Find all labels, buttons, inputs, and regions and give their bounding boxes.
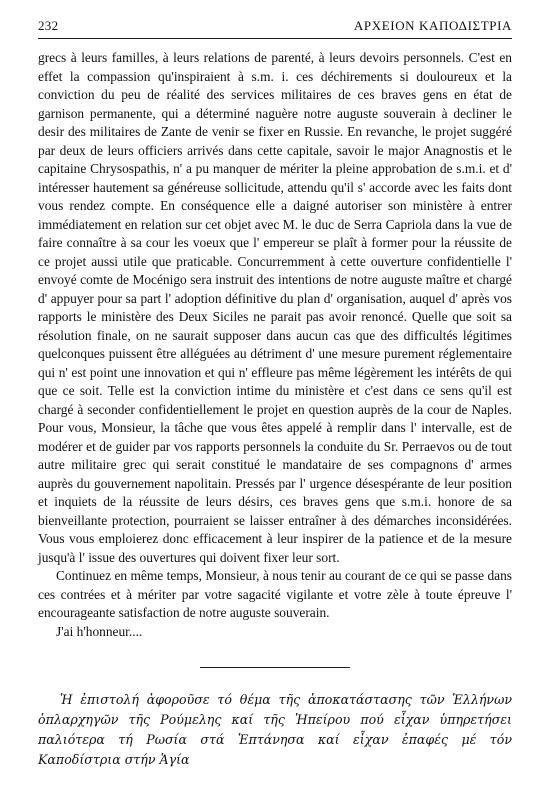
footnote-text: Ἡ ἐπιστολή ἀφοροῦσε τό θέμα τῆς ἀποκατάστασης τῶν Ἑλλήνων ὁπλαρχηγῶν τῆς Ρούμελης καί τῆς Ἠπείρου πού εἶχαν ὑπηρετήσει παλιότερα τή Ρωσία στά Ἑπτάνησα καί εἶχαν ἐπαφές μέ τόν Καποδίστρια στήν Ἁγία: [38, 692, 512, 767]
body-paragraph-2: Continuez en même temps, Monsieur, à nous tenir au courant de ce qui se passe dans ces contrées et à mériter par votre sagacité vigilante et votre zèle à toute épreuve l' encourageante satisfaction de notre auguste souverain.: [38, 568, 512, 620]
page-number: 232: [38, 18, 59, 33]
page-header: [38, 18, 512, 39]
body-paragraph-1: grecs à leurs familles, à leurs relations de parenté, à leurs devoirs personnels. C'est en effet la compassion qu'inspiraient à s.m. i. ces déchirements si douloureux et la conviction du peu de réalité des services militaires de ces braves gens en état de garnison permanente, qui a déterminé naguère notre auguste souverain à decliner le desir des militaires de Zante de venir se fixer en Russie. En revanche, le projet suggéré par deux de leurs officiers arrivés dans cette capitale, savoir le major Anagnostis et le capitaine Chrysospathis, n' a pu manquer de mériter la pleine approbation de s.m.i. et d' intéresser hautement sa généreuse sollicitude, attendu qu'il s' accorde avec les faits dont vous rendez compte. En conséquence elle a daigné autoriser son ministère à entrer immédiatement en relation sur cet objet avec M. le duc de Serra Capriola dans la vue de faire connaître à sa cour les voeux que l' empereur se plaît à former pour la réussite de ce projet aussi utile que praticable. Concurremment à cette ouverture confidentielle l' envoyé comte de Mocénigo sera instruit des intentions de notre auguste maître et chargé d' appuyer pour sa part l' adoption définitive du plan d' organisation, auquel d' après vos rapports le ministère des Deux Siciles ne parait pas avoir renoncé. Quelle que soit sa résolution finale, on ne saurait supposer dans aucun cas que des difficultés légitimes quelconques puissent être alléguées au détriment d' une mesure purement réglementaire qui n' est point une innovation et qui n' effleure pas même légèrement les intérêts de qui que ce soit. Telle est la conviction intime du ministère et c'est dans ce sens qu'il est chargé à seconder confidentiellement le projet en question auprès de la cour de Naples. Pour vous, Monsieur, la tâche que vous êtes appelé à remplir dans l' intervalle, est de modérer et de guider par vos rapports personnels la conduite du Sr. Perraevos ou de tout autre militaire grec qui serait constitué le mandataire de ses compagnons d' armes auprès du gouvernement napolitain. Pressés par l' urgence désespérante de leur position et inquiets de la réussite de leurs désirs, ces braves gens que s.m.i. honore de sa bienveillante protection, pourraient se laisser entraîner à des démarches inconsidérées. Vous vous emploierez donc efficacement à leur inspirer de la patience et de la mesure jusqu'à l' issue des ouvertures qui doivent fixer leur sort.: [38, 50, 512, 565]
running-title: ΑΡΧΕΙΟΝ ΚΑΠΟΔΙΣΤΡΙΑ: [353, 18, 512, 33]
footnote: [38, 690, 512, 770]
closing-line: J'ai h'honneur....: [56, 623, 143, 639]
footnote-divider: [200, 667, 350, 668]
letter-body: [38, 49, 512, 641]
document-page: [38, 18, 512, 770]
